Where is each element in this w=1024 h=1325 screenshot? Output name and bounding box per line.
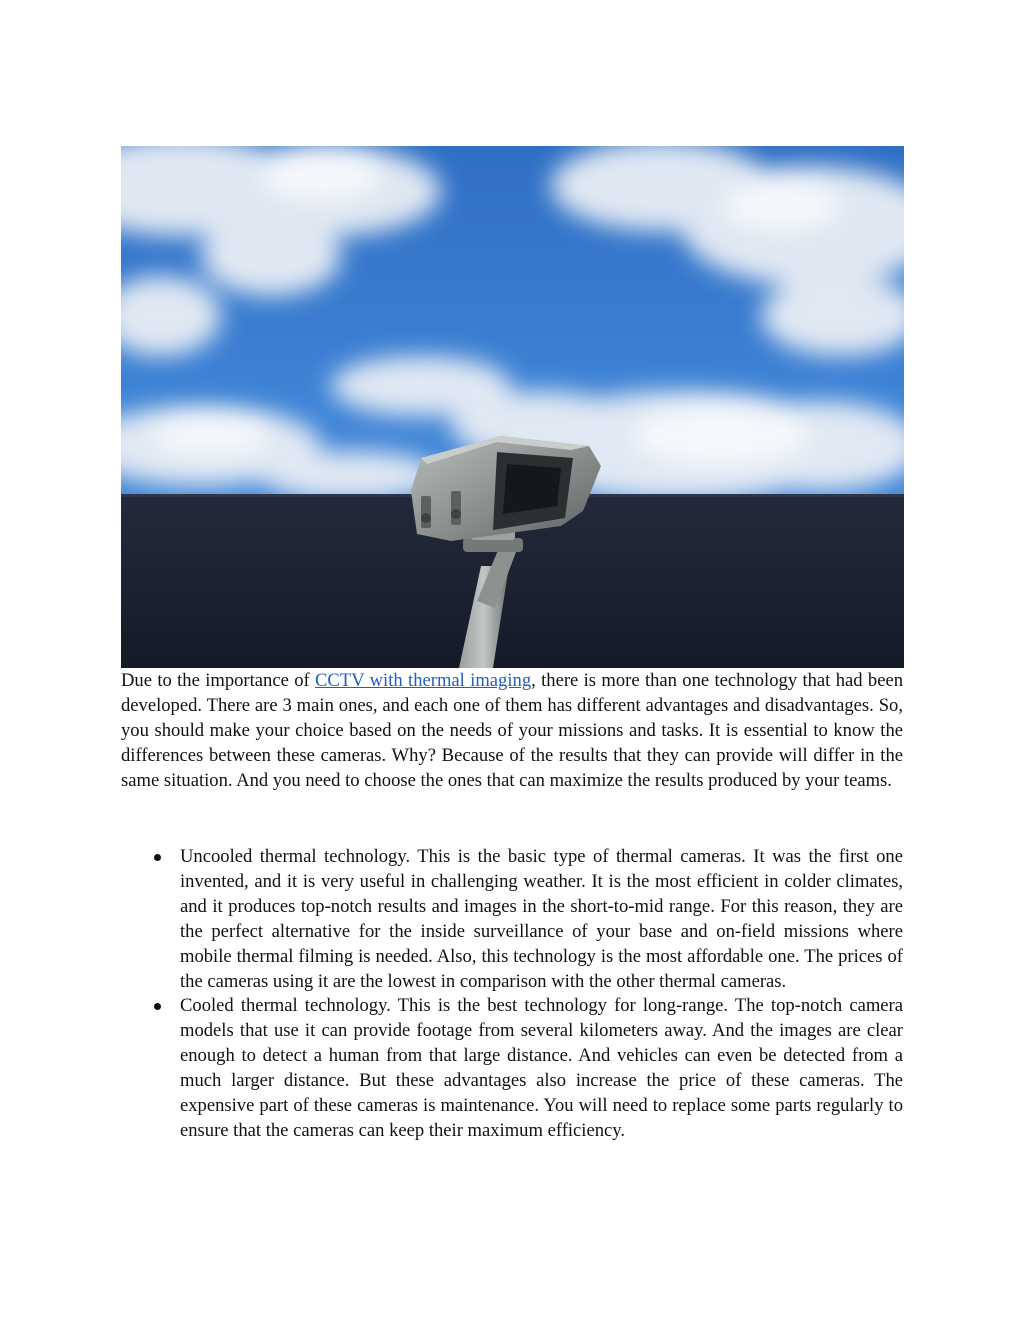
- bullet-icon: [154, 1003, 161, 1010]
- list-item-uncooled: [121, 845, 903, 994]
- camera-photo-illustration: [121, 146, 904, 668]
- intro-paragraph: [121, 669, 903, 794]
- list-item-cooled: [121, 994, 903, 1143]
- cctv-thermal-imaging-link[interactable]: CCTV with thermal imaging: [315, 670, 532, 691]
- list-item-text: Cooled thermal technology. This is the best technology for long-range. The top-notch camera models that use it can provide footage from several kilometers away. And the images are clear enough to detect a human from that large distance. And vehicles can even be detected from a much larger distance. But these advantages also increase the price of these cameras. The expensive part of these cameras is maintenance. You will need to replace some parts regularly to ensure that the cameras can keep their maximum efficiency.: [180, 995, 903, 1141]
- intro-text-after-link: , there is more than one technology that had been developed. There are 3 main ones, and each one of them has different advantages and disadvantages. So, you should make your choice based on the needs of your missions and tasks. It is essential to know the differences between these cameras. Why? Because of the results that they can provide will differ in the same situation. And you need to choose the ones that can maximize the results produced by your teams.: [121, 670, 903, 791]
- intro-text-before-link: Due to the importance of: [121, 670, 316, 691]
- cctv-camera-photo: [121, 146, 904, 668]
- thermal-technology-list: [121, 845, 903, 1144]
- list-item-text: Uncooled thermal technology. This is the basic type of thermal cameras. It was the first one invented, and it is very useful in challenging weather. It is the most efficient in colder climates, and it produces top-notch results and images in the short-to-mid range. For this reason, they are the perfect alternative for the inside surveillance of your base and on-field missions where mobile thermal filming is needed. Also, this technology is the most affordable one. The prices of the cameras using it are the lowest in comparison with the other thermal cameras.: [180, 846, 903, 992]
- bullet-icon: [154, 854, 161, 861]
